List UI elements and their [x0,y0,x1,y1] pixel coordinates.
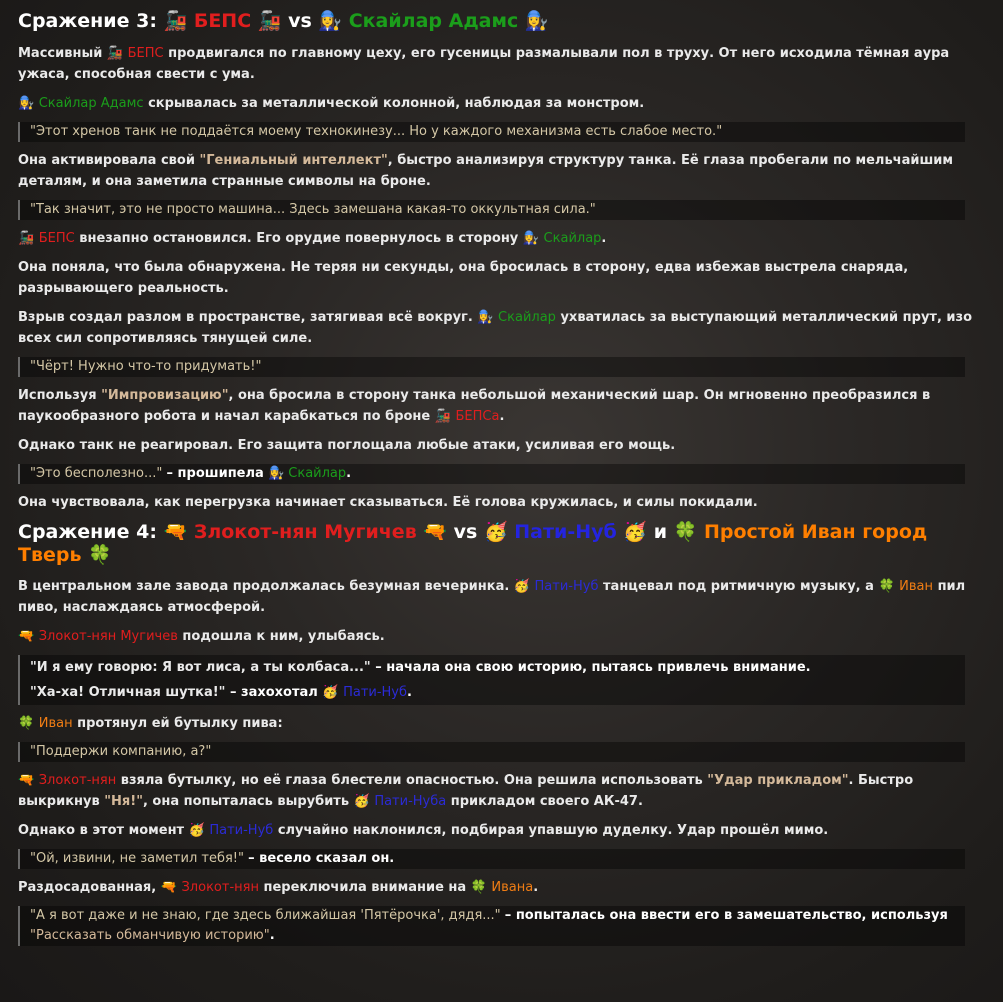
mechanic-icon: 👩‍🔧 [18,95,35,111]
quote-block [18,464,965,484]
text-span: "И я ему говорю: Я вот лиса, а ты колбаса..." [30,660,371,676]
text-span: Используя [18,387,97,403]
zlokot-name: Злокот-нян Мугичев [193,520,417,543]
text-span: Она активировала свой [18,152,195,168]
text-span: Пати-Нуба [374,794,447,810]
clover-icon: 🍀 [88,543,112,566]
text-span: "Это бесполезно..." [30,465,163,481]
gun-icon: 🔫 [423,520,448,543]
skill-name: "Удар прикладом" [707,773,849,789]
text-span: взяла бутылку, но её глаза блестели опасностью. Она решила использовать [120,773,703,789]
text-span: Раздосадованная, [18,880,157,896]
text-span: Скайлар [543,230,602,246]
text-span: Ивана [491,880,534,896]
text-span: Однако в этот момент [18,823,185,839]
train-icon: 🚂 [434,408,451,424]
skill-name: "Рассказать обманчивую историю" [30,928,270,944]
text-span: БЕПСа [455,408,500,424]
text-span: vs [288,10,312,32]
text-span: Иван [38,716,73,732]
party-icon: 🥳 [188,823,205,839]
mechanic-icon: 👩‍🔧 [522,230,540,246]
mechanic-icon: 👩‍🔧 [477,309,494,325]
text-span: . [346,465,352,481]
text-span: – захохотал [230,685,318,701]
clover-icon: 🍀 [18,716,35,732]
gun-icon: 🔫 [160,880,177,896]
ivan-name: Простой Иван город Тверь [18,520,928,566]
text-span: Скайлар [498,309,556,325]
mechanic-icon: 👩‍🔧 [524,10,549,32]
text-span: "Ха-ха! Отличная шутка!" [30,685,226,701]
text-span: , быстро анализируя структуру танка. Её глаза пробегали по мельчайшим деталям, и она заметила странные символы на броне. [18,152,954,189]
party-icon: 🥳 [322,685,339,701]
text-span: – попыталась она ввести его в замешательство, используя [504,908,948,924]
text-span: , она попыталась вырубить [142,794,350,810]
mechanic-icon: 👩‍🔧 [318,10,343,32]
text-span: Сражение 3: [18,10,157,32]
quote-block [18,849,965,869]
text-span: и [653,520,668,543]
quote-block [18,655,965,705]
paragraph [18,770,985,812]
clover-icon: 🍀 [470,880,487,896]
text-span: . [601,230,607,246]
text-span: . [533,880,539,896]
quote-line [30,655,955,680]
text-span: – прошипела [166,465,264,481]
battle-4-title [18,521,985,567]
mechanic-icon: 👩‍🔧 [267,465,285,481]
quote-block: "Так значит, это не просто машина... Здесь замешана какая-то оккультная сила." [18,200,965,220]
skylar-name: Скайлар Адамс [348,10,519,32]
party-icon: 🥳 [513,579,530,595]
paragraph [18,820,985,841]
skill-name: "Импровизацию" [101,387,229,403]
paragraph [18,877,985,898]
text-span: Скайлар [288,465,347,481]
quote-block: "Этот хренов танк не поддаётся моему технокинезу... Но у каждого механизма есть слабое место." [18,122,965,142]
text-span: "А я вот даже и не знаю, где здесь ближайшая 'Пятёрочка', дядя..." [30,908,501,924]
gun-icon: 🔫 [163,520,188,543]
clover-icon: 🍀 [878,579,895,595]
text-span: Иван [899,579,934,595]
text-span: БЕПС [127,45,164,61]
text-span: протянул ей бутылку пива: [77,716,283,732]
train-icon: 🚂 [106,45,124,61]
quote-block: "Поддержи компанию, а?" [18,742,965,762]
paragraph [18,228,985,249]
text-span: танцевал под ритмичную музыку, а [603,579,874,595]
battle-3-title [18,10,985,33]
quote-block [18,906,965,946]
text-span: Пати-Нуб [209,823,274,839]
text-span: ухватилась за выступающий металлический прут, изо всех сил сопротивляясь тянущей силе. [18,309,973,346]
paragraph: Она поняла, что была обнаружена. Не теряя ни секунды, она бросилась в сторону, едва избежав выстрела снаряда, разрывающего реальность. [18,259,909,296]
text-span: внезапно остановился. Его орудие повернулось в сторону [79,230,519,246]
train-icon: 🚂 [257,10,282,32]
text-span: , она бросила в сторону танка небольшой механический шар. Он мгновенно преобразился в паукообразного робота и начал карабкаться по броне [18,387,931,424]
text-span: – весело сказал он. [248,851,395,867]
text-span: vs [453,520,478,543]
text-span: "Ой, извини, не заметил тебя!" [30,851,244,867]
text-span: скрывалась за металлической колонной, наблюдая за монстром. [148,95,645,111]
text-span: Массивный [18,45,103,61]
text-span: случайно наклонился, подбирая упавшую дуделку. Удар прошёл мимо. [277,823,829,839]
gun-icon: 🔫 [18,773,35,789]
paragraph [18,43,985,85]
beps-name: БЕПС [193,10,252,32]
text-span: пил пиво, наслаждаясь атмосферой. [18,579,966,616]
paragraph [18,385,985,427]
party-icon: 🥳 [483,520,508,543]
text-span: . [269,928,275,944]
clover-icon: 🍀 [673,520,698,543]
text-span: – начала она свою историю, пытаясь привлечь внимание. [375,660,811,676]
text-span: "Ня!" [104,794,143,810]
paragraph [18,626,985,647]
paragraph [18,307,985,349]
party-icon: 🥳 [353,794,370,810]
text-span: прикладом своего АК-47. [450,794,643,810]
text-span: продвигался по главному цеху, его гусеницы размалывали пол в труху. От него исходила тёмная аура ужаса, способная свести с ума. [18,45,950,82]
text-span: . [499,408,505,424]
pati-name: Пати-Нуб [514,520,617,543]
text-span: В центральном зале завода продолжалась безумная вечеринка. [18,579,510,595]
paragraph: Однако танк не реагировал. Его защита поглощала любые атаки, усиливая его мощь. [18,437,676,453]
text-span: Злокот-нян Мугичев [38,629,178,645]
gun-icon: 🔫 [18,629,35,645]
text-span: . [407,685,412,701]
text-span: Злокот-нян [38,773,117,789]
paragraph [18,576,985,618]
text-span: Взрыв создал разлом в пространстве, затягивая всё вокруг. [18,309,473,325]
text-span: Злокот-нян [181,880,259,896]
text-span: переключила внимание на [263,880,467,896]
text-span: Пати-Нуб [534,579,599,595]
quote-block: "Чёрт! Нужно что-то придумать!" [18,357,965,377]
train-icon: 🚂 [18,230,35,246]
party-icon: 🥳 [623,520,648,543]
quote-line [30,680,955,705]
text-span: Сражение 4: [18,520,157,543]
paragraph [18,713,985,734]
text-span: БЕПС [38,230,75,246]
text-span: Скайлар Адамс [38,95,144,111]
text-span: Пати-Нуб [343,685,408,701]
paragraph [18,150,985,192]
train-icon: 🚂 [163,10,188,32]
text-span: . Быстро выкрикнув [18,773,914,810]
paragraph [18,93,985,114]
text-span: подошла к ним, улыбаясь. [182,629,385,645]
paragraph: Она чувствовала, как перегрузка начинает сказываться. Её голова кружилась, и силы покидали. [18,494,758,510]
skill-name: "Гениальный интеллект" [199,152,388,168]
